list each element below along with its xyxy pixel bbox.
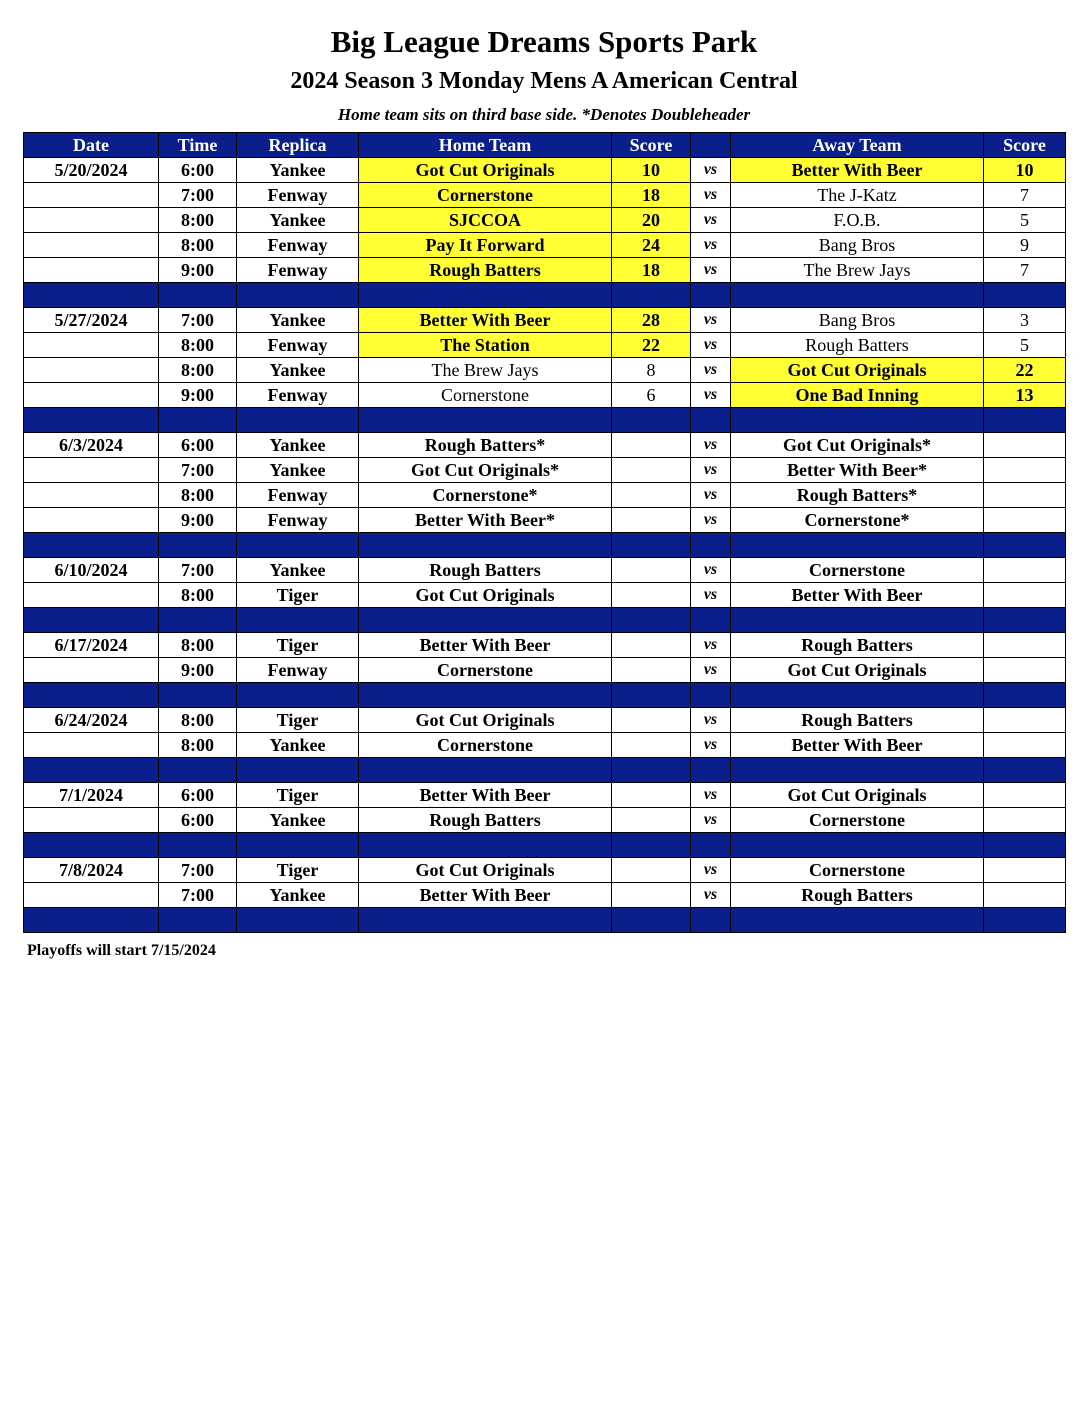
time-cell: 7:00 [159, 858, 237, 883]
separator-cell [612, 283, 691, 308]
separator-cell [359, 283, 612, 308]
home-team-cell: Pay It Forward [359, 233, 612, 258]
separator-cell [24, 758, 159, 783]
date-cell: 5/20/2024 [24, 158, 159, 183]
home-team-cell: Better With Beer [359, 883, 612, 908]
separator-cell [237, 408, 359, 433]
time-cell: 6:00 [159, 783, 237, 808]
home-score-cell: 28 [612, 308, 691, 333]
table-row [24, 458, 1066, 483]
col-header-vs [691, 133, 731, 158]
separator-cell [984, 758, 1066, 783]
home-team-cell: Rough Batters [359, 808, 612, 833]
table-row [24, 358, 1066, 383]
vs-cell: vs [691, 208, 731, 233]
time-cell: 9:00 [159, 258, 237, 283]
away-score-cell: 5 [984, 333, 1066, 358]
table-row [24, 658, 1066, 683]
away-score-cell [984, 633, 1066, 658]
away-score-cell [984, 458, 1066, 483]
table-row [24, 308, 1066, 333]
home-score-cell [612, 658, 691, 683]
separator-cell [731, 908, 984, 933]
home-score-cell: 20 [612, 208, 691, 233]
home-team-cell: Rough Batters* [359, 433, 612, 458]
separator-row [24, 833, 1066, 858]
footer-note: Playoffs will start 7/15/2024 [27, 942, 216, 959]
away-score-cell: 3 [984, 308, 1066, 333]
date-cell [24, 883, 159, 908]
date-cell [24, 483, 159, 508]
separator-cell [984, 408, 1066, 433]
separator-cell [359, 408, 612, 433]
date-cell: 6/10/2024 [24, 558, 159, 583]
time-cell: 9:00 [159, 508, 237, 533]
table-row [24, 858, 1066, 883]
separator-cell [359, 533, 612, 558]
vs-cell: vs [691, 558, 731, 583]
away-team-cell: Better With Beer [731, 583, 984, 608]
col-header-away-score: Score [984, 133, 1066, 158]
date-cell: 5/27/2024 [24, 308, 159, 333]
separator-cell [24, 408, 159, 433]
replica-cell: Fenway [237, 658, 359, 683]
replica-cell: Tiger [237, 708, 359, 733]
table-row [24, 783, 1066, 808]
separator-cell [612, 758, 691, 783]
home-score-cell [612, 883, 691, 908]
replica-cell: Tiger [237, 783, 359, 808]
col-header-replica: Replica [237, 133, 359, 158]
away-team-cell: Rough Batters* [731, 483, 984, 508]
home-team-cell: Better With Beer [359, 308, 612, 333]
date-cell [24, 583, 159, 608]
separator-cell [691, 683, 731, 708]
home-team-cell: Rough Batters [359, 258, 612, 283]
separator-row [24, 608, 1066, 633]
date-cell [24, 508, 159, 533]
home-team-cell: Got Cut Originals* [359, 458, 612, 483]
away-team-cell: Cornerstone [731, 808, 984, 833]
table-row [24, 233, 1066, 258]
separator-cell [731, 533, 984, 558]
separator-cell [691, 533, 731, 558]
replica-cell: Fenway [237, 258, 359, 283]
table-row [24, 733, 1066, 758]
separator-row [24, 408, 1066, 433]
separator-cell [731, 758, 984, 783]
home-team-cell: Cornerstone [359, 658, 612, 683]
date-cell [24, 658, 159, 683]
vs-cell: vs [691, 158, 731, 183]
separator-row [24, 283, 1066, 308]
separator-cell [612, 908, 691, 933]
table-row [24, 508, 1066, 533]
separator-cell [159, 908, 237, 933]
home-score-cell [612, 433, 691, 458]
time-cell: 7:00 [159, 558, 237, 583]
vs-cell: vs [691, 383, 731, 408]
separator-cell [731, 683, 984, 708]
away-team-cell: F.O.B. [731, 208, 984, 233]
home-team-cell: Better With Beer [359, 783, 612, 808]
away-team-cell: Rough Batters [731, 708, 984, 733]
home-score-cell: 6 [612, 383, 691, 408]
separator-cell [24, 833, 159, 858]
away-score-cell [984, 708, 1066, 733]
replica-cell: Tiger [237, 858, 359, 883]
away-score-cell [984, 583, 1066, 608]
replica-cell: Fenway [237, 383, 359, 408]
replica-cell: Yankee [237, 883, 359, 908]
home-team-cell: Cornerstone [359, 383, 612, 408]
home-team-cell: Got Cut Originals [359, 158, 612, 183]
away-team-cell: Got Cut Originals [731, 783, 984, 808]
home-team-cell: The Station [359, 333, 612, 358]
away-score-cell: 10 [984, 158, 1066, 183]
away-score-cell: 9 [984, 233, 1066, 258]
home-team-cell: Got Cut Originals [359, 708, 612, 733]
time-cell: 7:00 [159, 183, 237, 208]
col-header-date: Date [24, 133, 159, 158]
separator-cell [237, 608, 359, 633]
away-score-cell [984, 508, 1066, 533]
table-row [24, 333, 1066, 358]
home-score-cell [612, 733, 691, 758]
separator-cell [731, 833, 984, 858]
home-score-cell [612, 558, 691, 583]
col-header-home-team: Home Team [359, 133, 612, 158]
home-score-cell [612, 458, 691, 483]
home-score-cell [612, 708, 691, 733]
away-score-cell: 13 [984, 383, 1066, 408]
away-score-cell [984, 783, 1066, 808]
separator-cell [984, 608, 1066, 633]
replica-cell: Fenway [237, 333, 359, 358]
home-score-cell [612, 583, 691, 608]
separator-cell [691, 408, 731, 433]
away-team-cell: Rough Batters [731, 883, 984, 908]
away-team-cell: Cornerstone [731, 558, 984, 583]
separator-row [24, 533, 1066, 558]
replica-cell: Yankee [237, 458, 359, 483]
table-row [24, 483, 1066, 508]
vs-cell: vs [691, 458, 731, 483]
away-team-cell: Better With Beer* [731, 458, 984, 483]
separator-cell [237, 833, 359, 858]
vs-cell: vs [691, 633, 731, 658]
away-score-cell [984, 433, 1066, 458]
separator-cell [24, 608, 159, 633]
home-score-cell [612, 808, 691, 833]
separator-cell [159, 533, 237, 558]
separator-row [24, 683, 1066, 708]
separator-row [24, 758, 1066, 783]
replica-cell: Yankee [237, 433, 359, 458]
separator-cell [237, 908, 359, 933]
separator-cell [731, 283, 984, 308]
table-row [24, 708, 1066, 733]
separator-cell [359, 758, 612, 783]
date-cell [24, 233, 159, 258]
vs-cell: vs [691, 583, 731, 608]
replica-cell: Fenway [237, 183, 359, 208]
separator-cell [731, 608, 984, 633]
separator-cell [159, 833, 237, 858]
date-cell [24, 733, 159, 758]
home-score-cell [612, 858, 691, 883]
home-team-cell: The Brew Jays [359, 358, 612, 383]
separator-cell [359, 683, 612, 708]
away-score-cell [984, 558, 1066, 583]
time-cell: 6:00 [159, 808, 237, 833]
away-team-cell: The Brew Jays [731, 258, 984, 283]
time-cell: 6:00 [159, 158, 237, 183]
time-cell: 8:00 [159, 358, 237, 383]
away-score-cell [984, 883, 1066, 908]
page-title: Big League Dreams Sports Park [330, 24, 758, 59]
separator-cell [237, 758, 359, 783]
home-team-cell: Better With Beer* [359, 508, 612, 533]
vs-cell: vs [691, 183, 731, 208]
separator-cell [359, 833, 612, 858]
separator-cell [159, 408, 237, 433]
time-cell: 6:00 [159, 433, 237, 458]
table-row [24, 633, 1066, 658]
time-cell: 8:00 [159, 233, 237, 258]
replica-cell: Tiger [237, 583, 359, 608]
separator-cell [237, 533, 359, 558]
replica-cell: Fenway [237, 483, 359, 508]
date-cell [24, 333, 159, 358]
away-team-cell: Rough Batters [731, 333, 984, 358]
home-team-cell: Got Cut Originals [359, 858, 612, 883]
separator-cell [612, 833, 691, 858]
vs-cell: vs [691, 708, 731, 733]
away-team-cell: Better With Beer [731, 158, 984, 183]
time-cell: 8:00 [159, 633, 237, 658]
vs-cell: vs [691, 433, 731, 458]
separator-cell [24, 283, 159, 308]
time-cell: 8:00 [159, 733, 237, 758]
home-team-cell: Cornerstone* [359, 483, 612, 508]
separator-cell [612, 683, 691, 708]
vs-cell: vs [691, 658, 731, 683]
separator-cell [691, 283, 731, 308]
vs-cell: vs [691, 733, 731, 758]
table-header-row [24, 133, 1066, 158]
home-team-cell: Better With Beer [359, 633, 612, 658]
home-score-cell: 8 [612, 358, 691, 383]
separator-cell [612, 533, 691, 558]
away-team-cell: One Bad Inning [731, 383, 984, 408]
time-cell: 8:00 [159, 708, 237, 733]
table-row [24, 158, 1066, 183]
time-cell: 7:00 [159, 883, 237, 908]
separator-cell [984, 908, 1066, 933]
away-team-cell: The J-Katz [731, 183, 984, 208]
vs-cell: vs [691, 808, 731, 833]
separator-cell [159, 608, 237, 633]
time-cell: 8:00 [159, 208, 237, 233]
vs-cell: vs [691, 858, 731, 883]
replica-cell: Fenway [237, 508, 359, 533]
separator-cell [984, 283, 1066, 308]
home-team-cell: Rough Batters [359, 558, 612, 583]
replica-cell: Yankee [237, 808, 359, 833]
home-team-cell: Cornerstone [359, 733, 612, 758]
replica-cell: Yankee [237, 358, 359, 383]
date-cell: 7/8/2024 [24, 858, 159, 883]
separator-cell [691, 908, 731, 933]
date-cell [24, 458, 159, 483]
away-team-cell: Bang Bros [731, 308, 984, 333]
replica-cell: Yankee [237, 308, 359, 333]
home-score-cell [612, 483, 691, 508]
away-score-cell: 7 [984, 258, 1066, 283]
away-score-cell: 7 [984, 183, 1066, 208]
away-score-cell [984, 858, 1066, 883]
table-row [24, 183, 1066, 208]
home-team-cell: Cornerstone [359, 183, 612, 208]
away-team-cell: Better With Beer [731, 733, 984, 758]
date-cell [24, 183, 159, 208]
home-score-cell: 18 [612, 258, 691, 283]
separator-cell [359, 908, 612, 933]
home-score-cell: 18 [612, 183, 691, 208]
date-cell [24, 208, 159, 233]
table-row [24, 433, 1066, 458]
separator-cell [984, 533, 1066, 558]
separator-cell [984, 833, 1066, 858]
vs-cell: vs [691, 333, 731, 358]
away-score-cell: 22 [984, 358, 1066, 383]
col-header-home-score: Score [612, 133, 691, 158]
home-score-cell: 10 [612, 158, 691, 183]
separator-cell [159, 758, 237, 783]
vs-cell: vs [691, 883, 731, 908]
table-row [24, 383, 1066, 408]
away-team-cell: Got Cut Originals [731, 658, 984, 683]
separator-row [24, 908, 1066, 933]
time-cell: 7:00 [159, 458, 237, 483]
vs-cell: vs [691, 483, 731, 508]
separator-cell [24, 533, 159, 558]
date-cell [24, 808, 159, 833]
separator-cell [237, 283, 359, 308]
away-team-cell: Got Cut Originals* [731, 433, 984, 458]
away-score-cell [984, 733, 1066, 758]
separator-cell [984, 683, 1066, 708]
separator-cell [691, 833, 731, 858]
separator-cell [24, 683, 159, 708]
away-score-cell [984, 483, 1066, 508]
separator-cell [24, 908, 159, 933]
replica-cell: Yankee [237, 733, 359, 758]
home-score-cell: 24 [612, 233, 691, 258]
vs-cell: vs [691, 233, 731, 258]
time-cell: 8:00 [159, 483, 237, 508]
time-cell: 9:00 [159, 383, 237, 408]
home-team-cell: Got Cut Originals [359, 583, 612, 608]
table-row [24, 883, 1066, 908]
home-team-cell: SJCCOA [359, 208, 612, 233]
replica-cell: Yankee [237, 158, 359, 183]
time-cell: 7:00 [159, 308, 237, 333]
replica-cell: Yankee [237, 558, 359, 583]
replica-cell: Tiger [237, 633, 359, 658]
away-team-cell: Cornerstone [731, 858, 984, 883]
time-cell: 8:00 [159, 333, 237, 358]
home-score-cell [612, 508, 691, 533]
away-score-cell [984, 658, 1066, 683]
date-cell [24, 383, 159, 408]
away-team-cell: Rough Batters [731, 633, 984, 658]
separator-cell [237, 683, 359, 708]
separator-cell [612, 608, 691, 633]
replica-cell: Fenway [237, 233, 359, 258]
date-cell: 7/1/2024 [24, 783, 159, 808]
separator-cell [612, 408, 691, 433]
vs-cell: vs [691, 358, 731, 383]
table-row [24, 583, 1066, 608]
away-score-cell: 5 [984, 208, 1066, 233]
date-cell: 6/17/2024 [24, 633, 159, 658]
home-score-cell: 22 [612, 333, 691, 358]
separator-cell [159, 683, 237, 708]
date-cell [24, 358, 159, 383]
time-cell: 8:00 [159, 583, 237, 608]
vs-cell: vs [691, 783, 731, 808]
schedule-body [24, 158, 1066, 933]
date-cell: 6/3/2024 [24, 433, 159, 458]
col-header-time: Time [159, 133, 237, 158]
schedule-table [23, 132, 1066, 933]
separator-cell [731, 408, 984, 433]
col-header-away-team: Away Team [731, 133, 984, 158]
vs-cell: vs [691, 508, 731, 533]
home-score-cell [612, 783, 691, 808]
date-cell [24, 258, 159, 283]
time-cell: 9:00 [159, 658, 237, 683]
vs-cell: vs [691, 258, 731, 283]
away-team-cell: Got Cut Originals [731, 358, 984, 383]
table-row [24, 208, 1066, 233]
away-score-cell [984, 808, 1066, 833]
away-team-cell: Cornerstone* [731, 508, 984, 533]
away-team-cell: Bang Bros [731, 233, 984, 258]
table-row [24, 558, 1066, 583]
table-row [24, 258, 1066, 283]
page-subtitle: 2024 Season 3 Monday Mens A American Central [290, 68, 798, 94]
separator-cell [691, 608, 731, 633]
replica-cell: Yankee [237, 208, 359, 233]
separator-cell [691, 758, 731, 783]
vs-cell: vs [691, 308, 731, 333]
separator-cell [359, 608, 612, 633]
table-row [24, 808, 1066, 833]
schedule-note: Home team sits on third base side. *Denotes Doubleheader [337, 105, 751, 124]
date-cell: 6/24/2024 [24, 708, 159, 733]
separator-cell [159, 283, 237, 308]
home-score-cell [612, 633, 691, 658]
